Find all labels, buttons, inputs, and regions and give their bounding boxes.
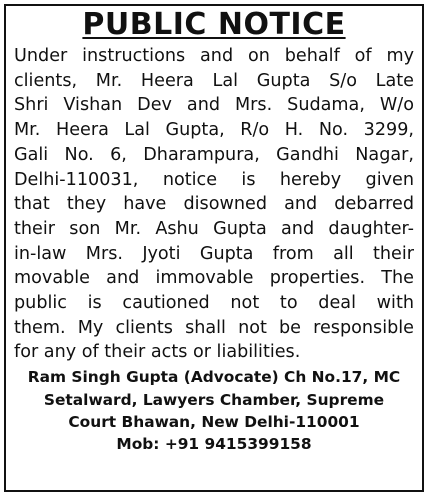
body-line: Under instructions and on behalf of my bbox=[14, 46, 414, 66]
advocate-address-line: Court Bhawan, New Delhi-110001 bbox=[68, 412, 360, 431]
advocate-address-line: Setalward, Lawyers Chamber, Supreme bbox=[43, 390, 385, 409]
body-line: for any of their acts or liabilities. bbox=[14, 342, 301, 363]
body-line: movable and immovable properties. The bbox=[14, 268, 414, 289]
body-line: them. My clients shall not be responsible bbox=[14, 317, 414, 338]
notice-title: PUBLIC NOTICE bbox=[82, 7, 346, 42]
body-line: clients, Mr. Heera Lal Gupta S/o Late bbox=[14, 70, 414, 91]
body-line: that they have disowned and debarred bbox=[14, 194, 414, 215]
body-line: Delhi-110031, notice is hereby given bbox=[14, 169, 414, 190]
advocate-phone-line: Mob: +91 9415399158 bbox=[116, 435, 312, 454]
body-line: in-law Mrs. Jyoti Gupta from all their bbox=[14, 243, 414, 264]
body-line: Mr. Heera Lal Gupta, R/o H. No. 3299, bbox=[14, 120, 414, 141]
public-notice-box bbox=[4, 4, 424, 492]
advocate-name-line: Ram Singh Gupta (Advocate) Ch No.17, MC bbox=[27, 368, 401, 387]
body-line: Shri Vishan Dev and Mrs. Sudama, W/o bbox=[14, 95, 414, 116]
body-line: their son Mr. Ashu Gupta and daughter- bbox=[14, 218, 414, 239]
advocate-signature-block bbox=[14, 366, 414, 456]
body-line: Gali No. 6, Dharampura, Gandhi Nagar, bbox=[14, 144, 414, 165]
notice-body bbox=[14, 44, 414, 365]
body-line: public is cautioned not to deal with bbox=[14, 293, 414, 314]
